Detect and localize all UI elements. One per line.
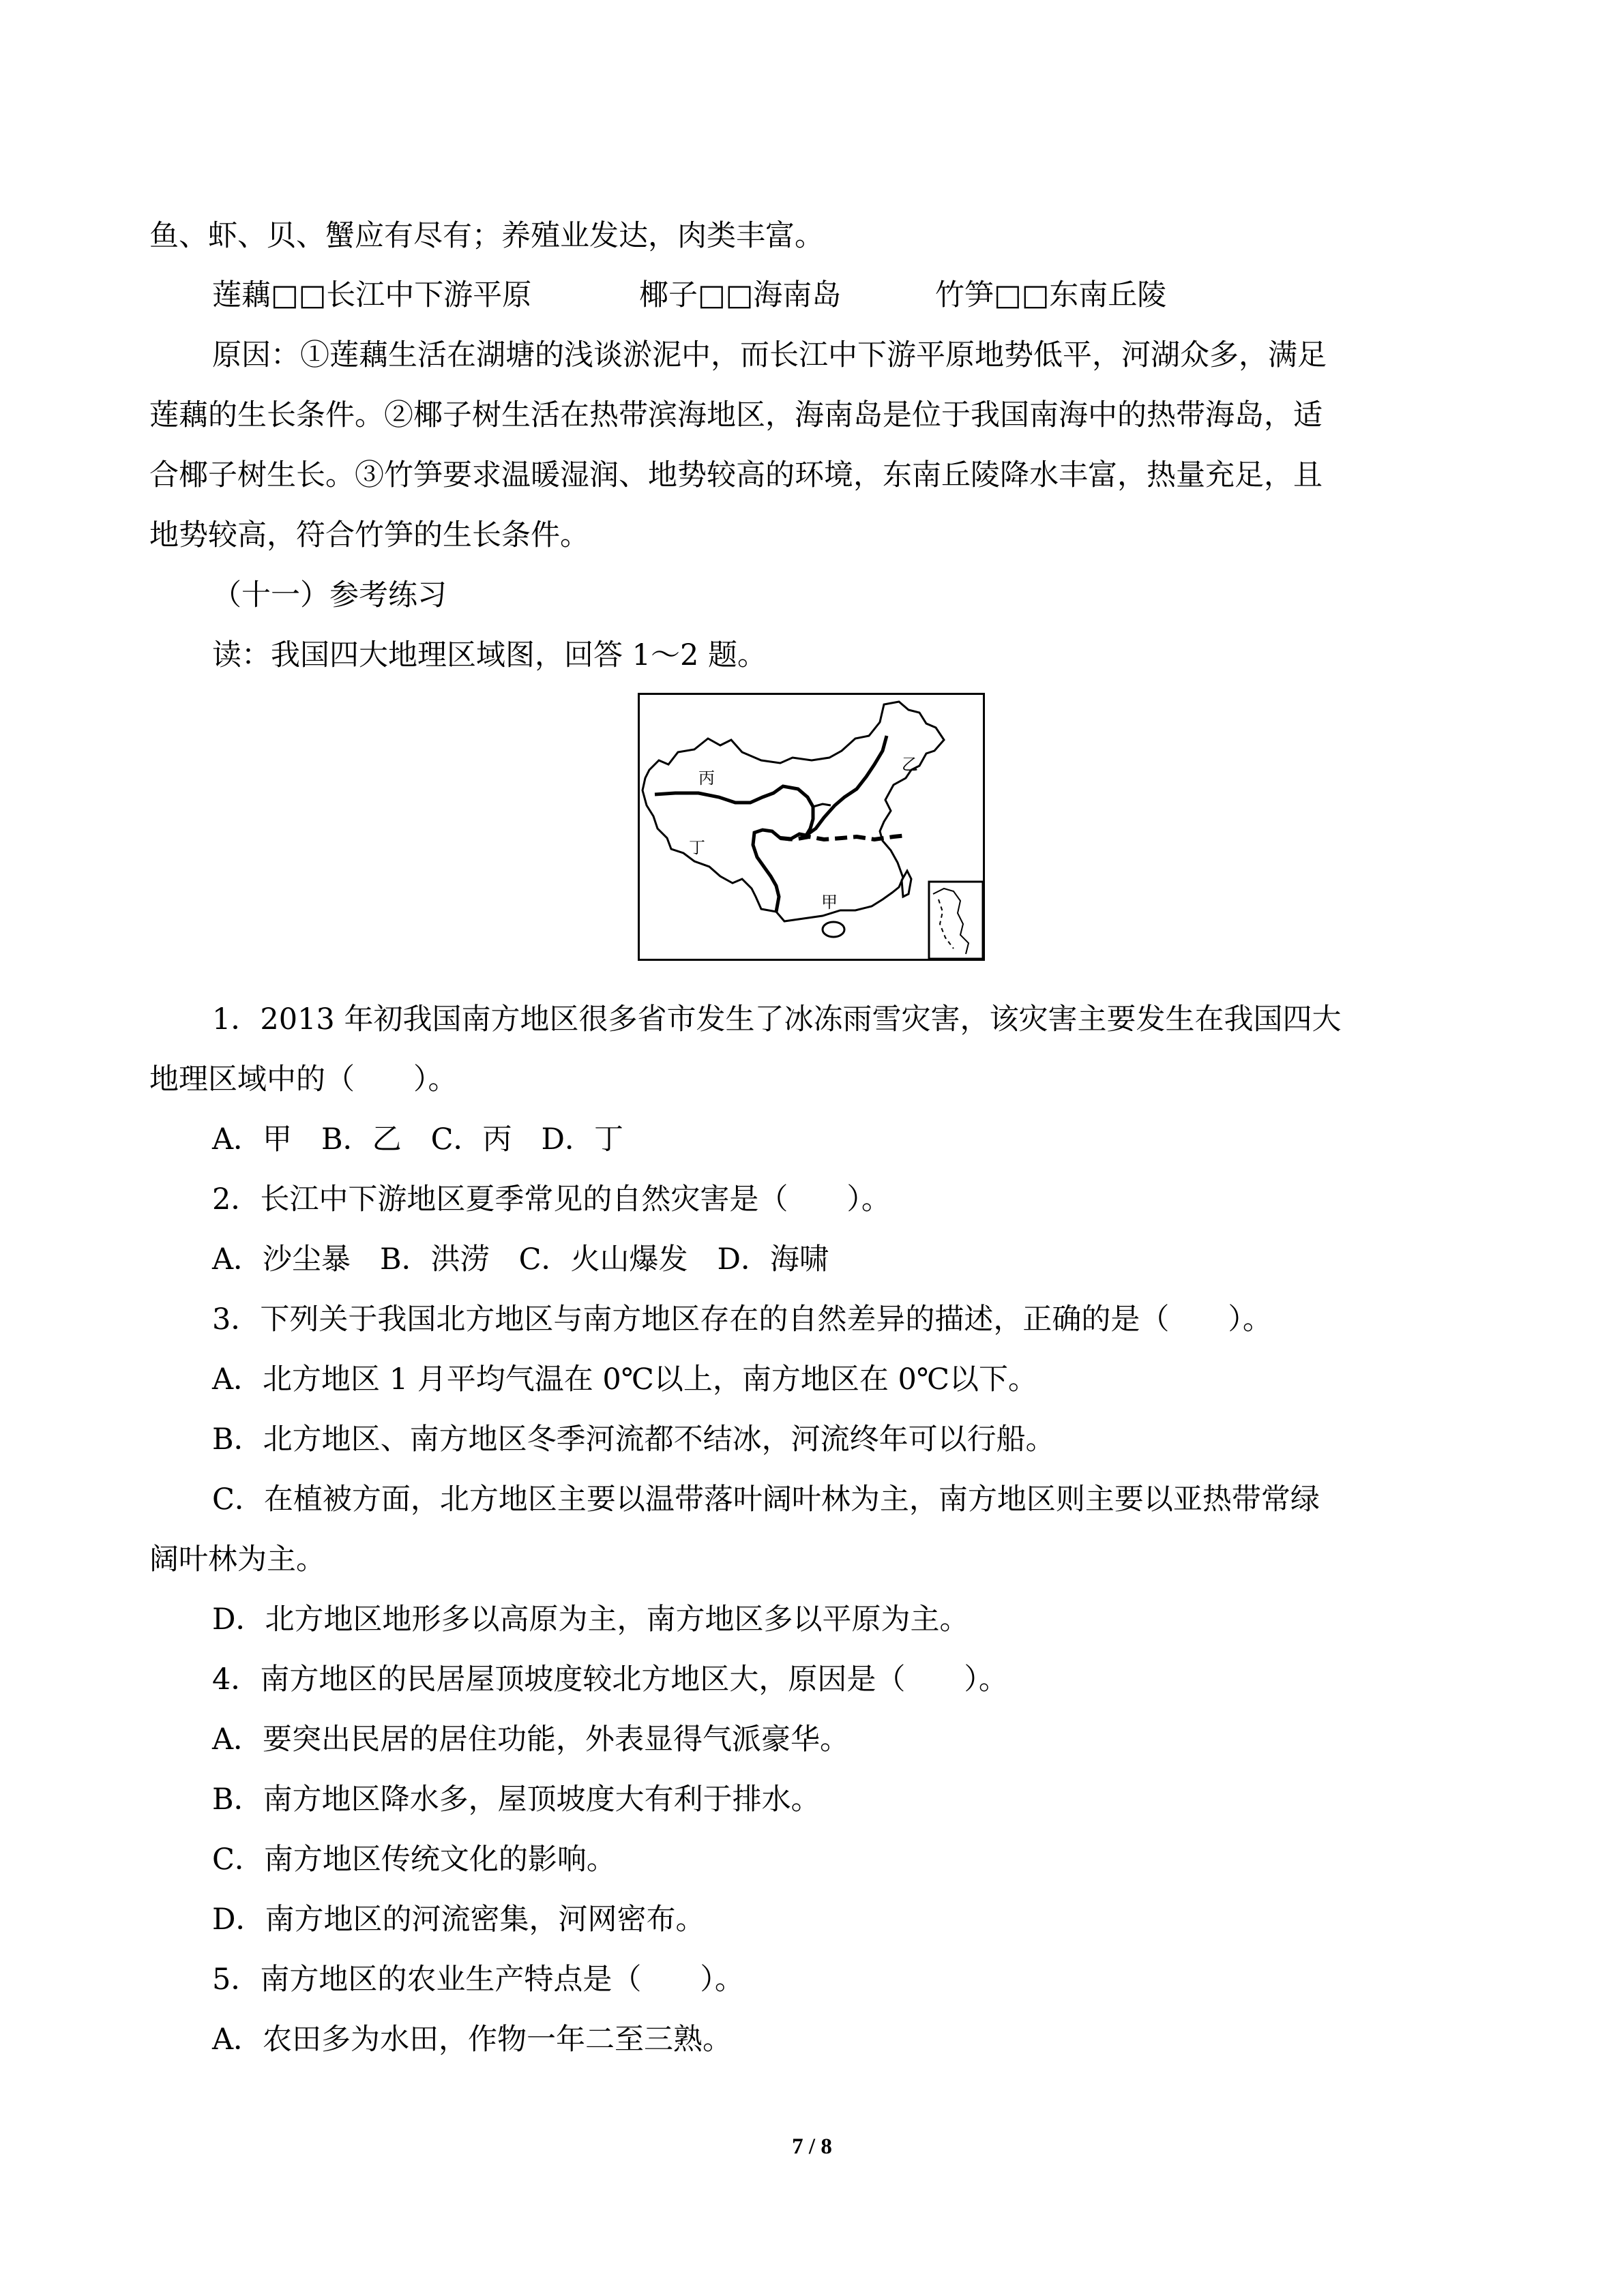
china-outline [643, 702, 944, 921]
map-drawing [640, 695, 983, 959]
pair-coconut: 椰子□□海南岛 [639, 278, 842, 312]
question-5-option-a: A．农田多为水田，作物一年二至三熟。 [212, 2023, 733, 2057]
north-boundary [806, 736, 887, 835]
text-line: 合椰子树生长。③竹笋要求温暖湿润、地势较高的环境，东南丘陵降水丰富，热量充足，且 [149, 458, 1323, 492]
pair-lotus: 莲藕□□长江中下游平原 [212, 278, 532, 312]
question-5-stem: 5．南方地区的农业生产特点是（ ）。 [212, 1963, 744, 1997]
question-1-line1: 1．2013 年初我国南方地区很多省市发生了冰冻雨雪灾害，该灾害主要发生在我国四大 [212, 1002, 1342, 1037]
text-line: 莲藕的生长条件。②椰子树生活在热带滨海地区，海南岛是位于我国南海中的热带海岛，适 [149, 398, 1323, 432]
question-4-stem: 4．南方地区的民居屋顶坡度较北方地区大，原因是（ ）。 [212, 1663, 1008, 1697]
south-china-sea-inset [929, 882, 983, 959]
northwest-boundary [655, 786, 813, 835]
text-line: 鱼、虾、贝、蟹应有尽有；养殖业发达，肉类丰富。 [149, 219, 824, 253]
question-1-options: A．甲 B．乙 C．丙 D．丁 [212, 1122, 624, 1157]
question-2-stem: 2．长江中下游地区夏季常见的自然灾害是（ ）。 [212, 1182, 891, 1217]
question-3-option-c-cont: 阔叶林为主。 [149, 1542, 325, 1577]
question-1-line2: 地理区域中的（ ）。 [149, 1062, 458, 1097]
question-3-option-d: D．北方地区地形多以高原为主，南方地区多以平原为主。 [212, 1602, 969, 1637]
question-4-option-c: C．南方地区传统文化的影响。 [212, 1843, 616, 1877]
pair-bamboo: 竹笋□□东南丘陵 [935, 278, 1167, 312]
qinghai-tibet-boundary [753, 830, 806, 912]
inner-boundary [813, 804, 831, 807]
question-4-option-b: B．南方地区降水多，屋顶坡度大有利于排水。 [212, 1783, 821, 1817]
question-4-option-a: A．要突出民居的居住功能，外表显得气派豪华。 [212, 1723, 850, 1757]
text-line: 地势较高，符合竹笋的生长条件。 [149, 518, 589, 552]
section-title: （十一）参考练习 [212, 578, 447, 612]
label-yi: 乙 [902, 755, 918, 774]
text-line: 原因：①莲藕生活在湖塘的浅谈淤泥中，而长江中下游平原地势低平，河湖众多，满足 [212, 338, 1327, 372]
question-intro: 读：我国四大地理区域图，回答 1～2 题。 [212, 638, 767, 672]
label-ding: 丁 [689, 838, 705, 857]
china-regions-map [638, 693, 985, 961]
label-jia: 甲 [821, 893, 838, 912]
taiwan-island [902, 871, 911, 897]
label-bing: 丙 [698, 769, 715, 788]
question-3-option-b: B．北方地区、南方地区冬季河流都不结冰，河流终年可以行船。 [212, 1422, 1055, 1457]
question-3-option-c: C．在植被方面，北方地区主要以温带落叶阔叶林为主，南方地区则主要以亚热带常绿 [212, 1482, 1320, 1517]
hainan-island [823, 922, 844, 937]
question-2-options: A．沙尘暴 B．洪涝 C．火山爆发 D．海啸 [212, 1242, 829, 1277]
question-4-option-d: D．南方地区的河流密集，河网密布。 [212, 1903, 705, 1937]
question-3-option-a: A．北方地区 1 月平均气温在 0℃以上，南方地区在 0℃以下。 [212, 1362, 1038, 1397]
page-number: 7 / 8 [792, 2134, 832, 2159]
question-3-stem: 3．下列关于我国北方地区与南方地区存在的自然差异的描述，正确的是（ ）。 [212, 1302, 1272, 1337]
